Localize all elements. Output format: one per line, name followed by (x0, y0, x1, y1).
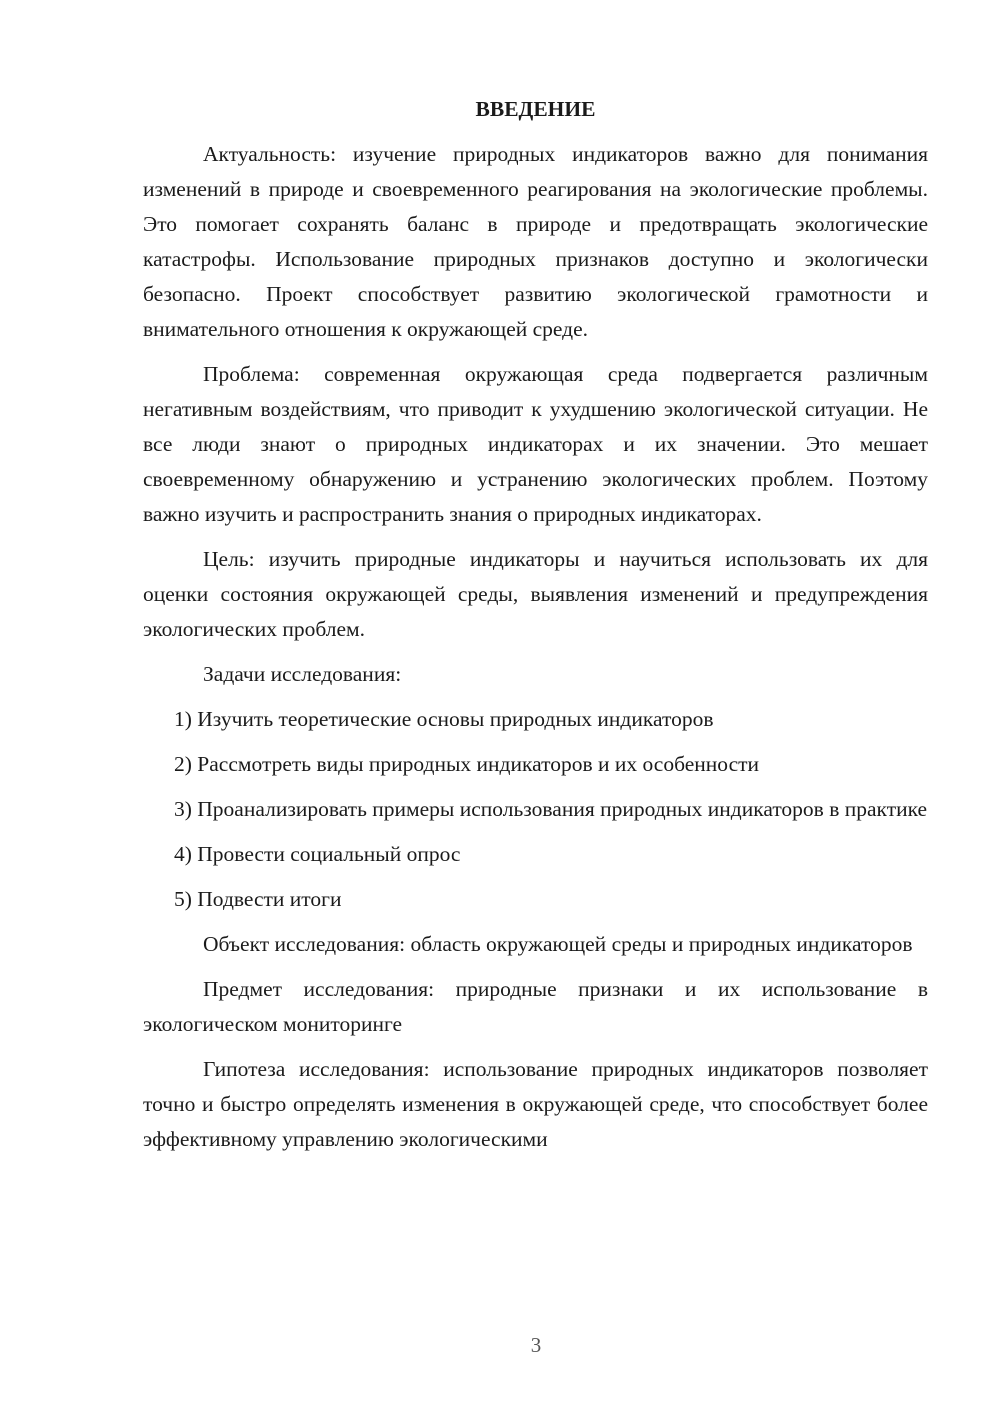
task-item: 1) Изучить теоретические основы природных индикаторов (174, 707, 714, 731)
paragraph-tasks-heading: Задачи исследования: (203, 662, 402, 686)
paragraph-problem: Проблема: современная окружающая среда подвергается различным негативным воздействиям, что приводит к ухудшению экологической ситуации. Не все люди знают о природных индикаторах и их значении. Это мешает своевременному обнаружению и устранению экологических проблем. Поэтому важно изучить и распространить знания о природных индикаторах. (143, 362, 928, 526)
paragraph-hypothesis: Гипотеза исследования: использование природных индикаторов позволяет точно и быстро определять изменения в окружающей среде, что способствует более эффективному управлению экологическими (143, 1057, 928, 1151)
paragraph-subject: Предмет исследования: природные признаки и их использование в экологическом мониторинге (143, 977, 928, 1036)
task-item: 2) Рассмотреть виды природных индикаторов и их особенности (174, 752, 760, 776)
task-item: 3) Проанализировать примеры использования природных индикаторов в практике (174, 797, 928, 821)
paragraph-relevance: Актуальность: изучение природных индикаторов важно для понимания изменений в природе и своевременного реагирования на экологические проблемы. Это помогает сохранять баланс в природе и предотвращать экологические катастрофы. Использование природных признаков доступно и экологически безопасно. Проект способствует развитию экологической грамотности и внимательного отношения к окружающей среде. (143, 142, 928, 341)
paragraph-object: Объект исследования: область окружающей среды и природных индикаторов (203, 932, 913, 956)
paragraph-goal: Цель: изучить природные индикаторы и научиться использовать их для оценки состояния окружающей среды, выявления изменений и предупреждения экологических проблем. (143, 547, 928, 641)
page-number: 3 (530, 1333, 542, 1357)
task-item: 5) Подвести итоги (174, 887, 342, 911)
page-content (143, 92, 928, 1157)
page-title: ВВЕДЕНИЕ (475, 97, 596, 121)
task-item: 4) Провести социальный опрос (174, 842, 461, 866)
